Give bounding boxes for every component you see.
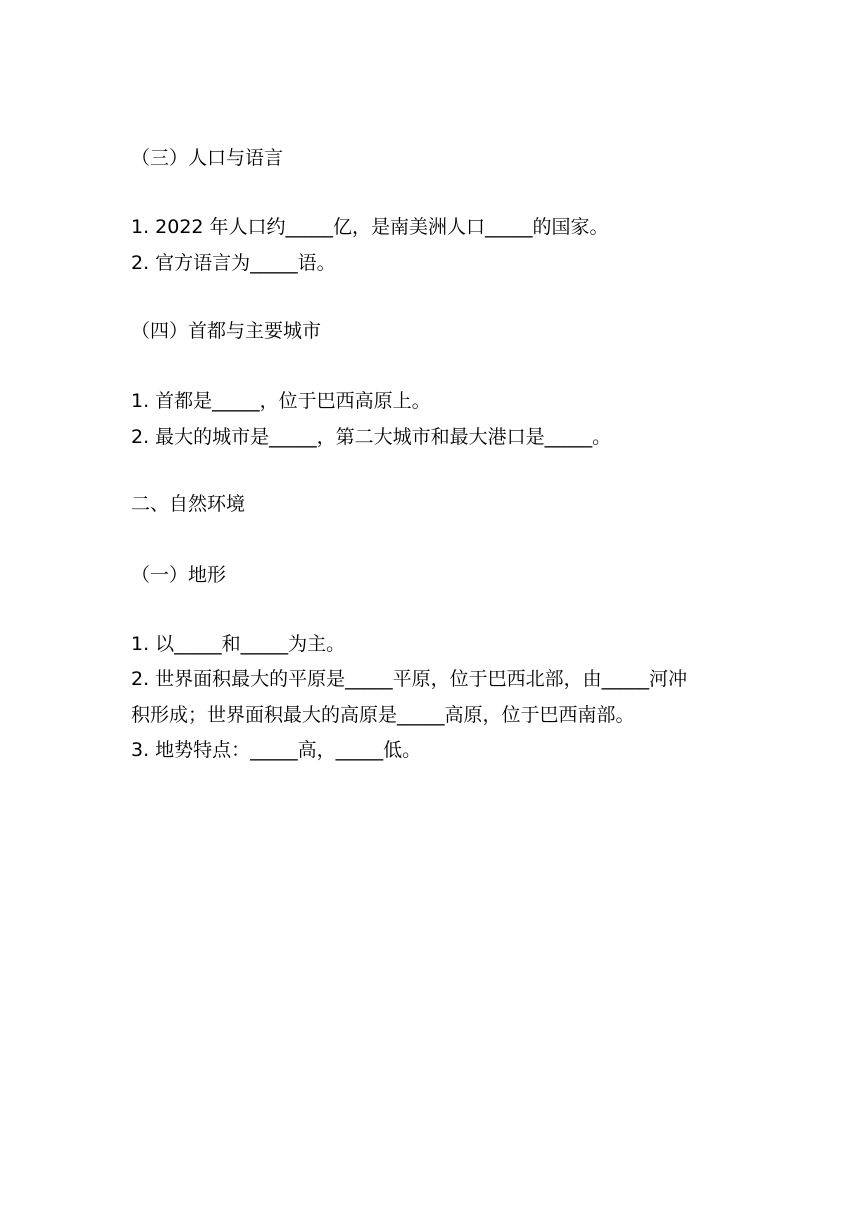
cities-question: 2. 最大的城市是_____，第二大城市和最大港口是_____。 [131, 426, 612, 448]
part-heading-natural-environment: 二、自然环境 [131, 493, 246, 515]
plain-plateau-question-line-2: 积形成；世界面积最大的高原是_____高原，位于巴西南部。 [131, 704, 635, 726]
section-heading-population-language: （三）人口与语言 [131, 147, 284, 169]
plain-plateau-question-line-1: 2. 世界面积最大的平原是_____平原，位于巴西北部，由_____河冲 [131, 668, 688, 690]
landform-question: 1. 以_____和_____为主。 [131, 633, 346, 655]
capital-question: 1. 首都是_____，位于巴西高原上。 [131, 390, 431, 412]
terrain-question: 3. 地势特点：_____高，_____低。 [131, 739, 422, 761]
subsection-heading-landforms: （一）地形 [131, 564, 227, 586]
section-heading-capital-cities: （四）首都与主要城市 [131, 320, 322, 342]
language-question: 2. 官方语言为_____语。 [131, 252, 336, 274]
population-question: 1. 2022 年人口约_____亿，是南美洲人口_____的国家。 [131, 216, 609, 238]
